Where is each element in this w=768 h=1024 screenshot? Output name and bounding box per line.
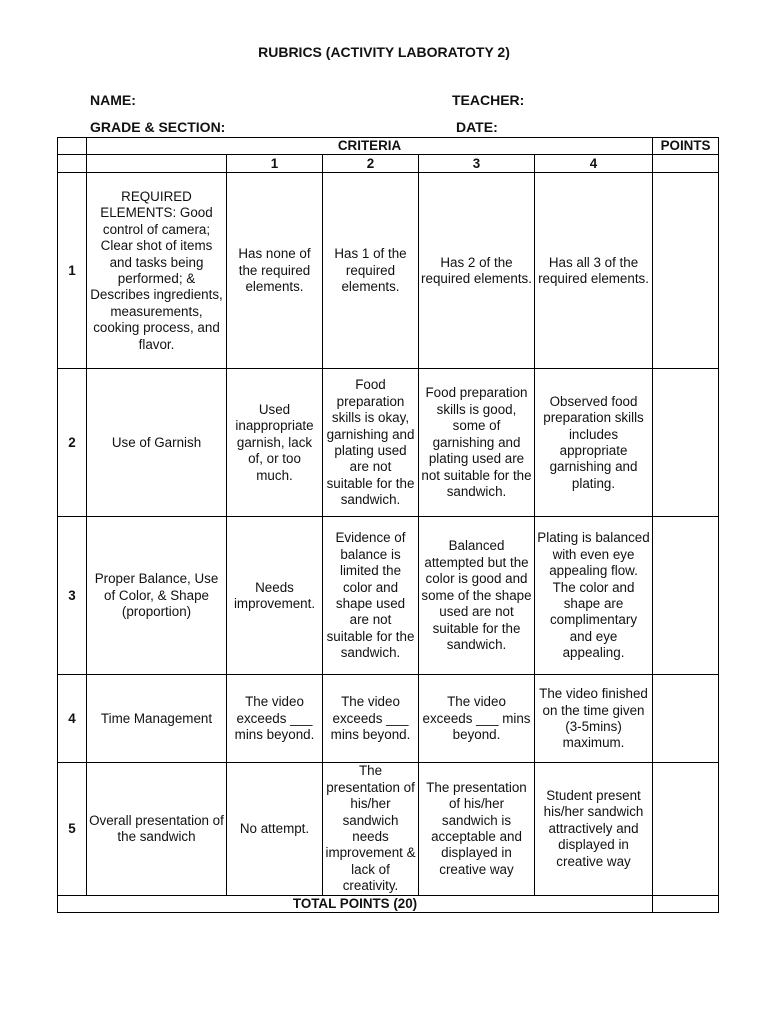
criteria-header: CRITERIA [87, 138, 653, 155]
descriptor-cell: The video exceeds ___ mins beyond. [419, 675, 535, 763]
descriptor-cell: Balanced attempted but the color is good and some of the shape used are not suitable for the sandwich. [419, 517, 535, 675]
descriptor-cell: Evidence of balance is limited the color and shape used are not suitable for the sandwich. [323, 517, 419, 675]
criteria-header-row [58, 138, 719, 155]
level-header: 4 [535, 155, 653, 173]
table-row [58, 763, 719, 895]
table-row [58, 517, 719, 675]
row-number: 4 [58, 675, 87, 763]
descriptor-cell: The presentation of his/her sandwich needs improvement & lack of creativity. [323, 763, 419, 895]
points-header-blank [653, 155, 719, 173]
descriptor-cell: Has 1 of the required elements. [323, 173, 419, 369]
table-row [58, 173, 719, 369]
corner-cell [58, 138, 87, 155]
points-input-cell[interactable] [653, 173, 719, 369]
levels-header-row [58, 155, 719, 173]
total-points-label: TOTAL POINTS (20) [58, 895, 653, 912]
descriptor-cell: Needs improvement. [227, 517, 323, 675]
total-row [58, 895, 719, 912]
table-row [58, 369, 719, 517]
descriptor-cell: Food preparation skills is good, some of garnishing and plating used are not suitable for the sandwich. [419, 369, 535, 517]
criterion-cell: Overall presentation of the sandwich [87, 763, 227, 895]
descriptor-cell: Food preparation skills is okay, garnishing and plating used are not suitable for the sandwich. [323, 369, 419, 517]
criterion-cell: Time Management [87, 675, 227, 763]
descriptor-cell: Has 2 of the required elements. [419, 173, 535, 369]
table-row [58, 675, 719, 763]
descriptor-cell: Has none of the required elements. [227, 173, 323, 369]
points-input-cell[interactable] [653, 517, 719, 675]
row-number: 2 [58, 369, 87, 517]
criterion-header-blank [87, 155, 227, 173]
points-input-cell[interactable] [653, 369, 719, 517]
grade-section-field-label: GRADE & SECTION: [90, 119, 226, 135]
descriptor-cell: The video exceeds ___ mins beyond. [227, 675, 323, 763]
row-number: 3 [58, 517, 87, 675]
level-header: 2 [323, 155, 419, 173]
points-input-cell[interactable] [653, 763, 719, 895]
level-header: 3 [419, 155, 535, 173]
row-number: 1 [58, 173, 87, 369]
descriptor-cell: Observed food preparation skills includes appropriate garnishing and plating. [535, 369, 653, 517]
total-points-input-cell[interactable] [653, 895, 719, 912]
points-input-cell[interactable] [653, 675, 719, 763]
row-number: 5 [58, 763, 87, 895]
rubric-table [57, 137, 719, 913]
criterion-cell: REQUIRED ELEMENTS: Good control of camera; Clear shot of items and tasks being performed; & Describes ingredients, measurements, cooking process, and flavor. [87, 173, 227, 369]
criterion-cell: Proper Balance, Use of Color, & Shape (proportion) [87, 517, 227, 675]
points-header: POINTS [653, 138, 719, 155]
criterion-cell: Use of Garnish [87, 369, 227, 517]
name-field-label: NAME: [90, 92, 136, 108]
document-title: RUBRICS (ACTIVITY LABORATOTY 2) [258, 44, 510, 60]
descriptor-cell: The video finished on the time given (3-5mins) maximum. [535, 675, 653, 763]
descriptor-cell: Used inappropriate garnish, lack of, or too much. [227, 369, 323, 517]
descriptor-cell: Student present his/her sandwich attractively and displayed in creative way [535, 763, 653, 895]
descriptor-cell: The video exceeds ___ mins beyond. [323, 675, 419, 763]
descriptor-cell: The presentation of his/her sandwich is acceptable and displayed in creative way [419, 763, 535, 895]
level-header: 1 [227, 155, 323, 173]
corner-cell [58, 155, 87, 173]
descriptor-cell: Has all 3 of the required elements. [535, 173, 653, 369]
teacher-field-label: TEACHER: [452, 92, 525, 108]
date-field-label: DATE: [456, 119, 498, 135]
descriptor-cell: No attempt. [227, 763, 323, 895]
descriptor-cell: Plating is balanced with even eye appealing flow. The color and shape are complimentary and eye appealing. [535, 517, 653, 675]
